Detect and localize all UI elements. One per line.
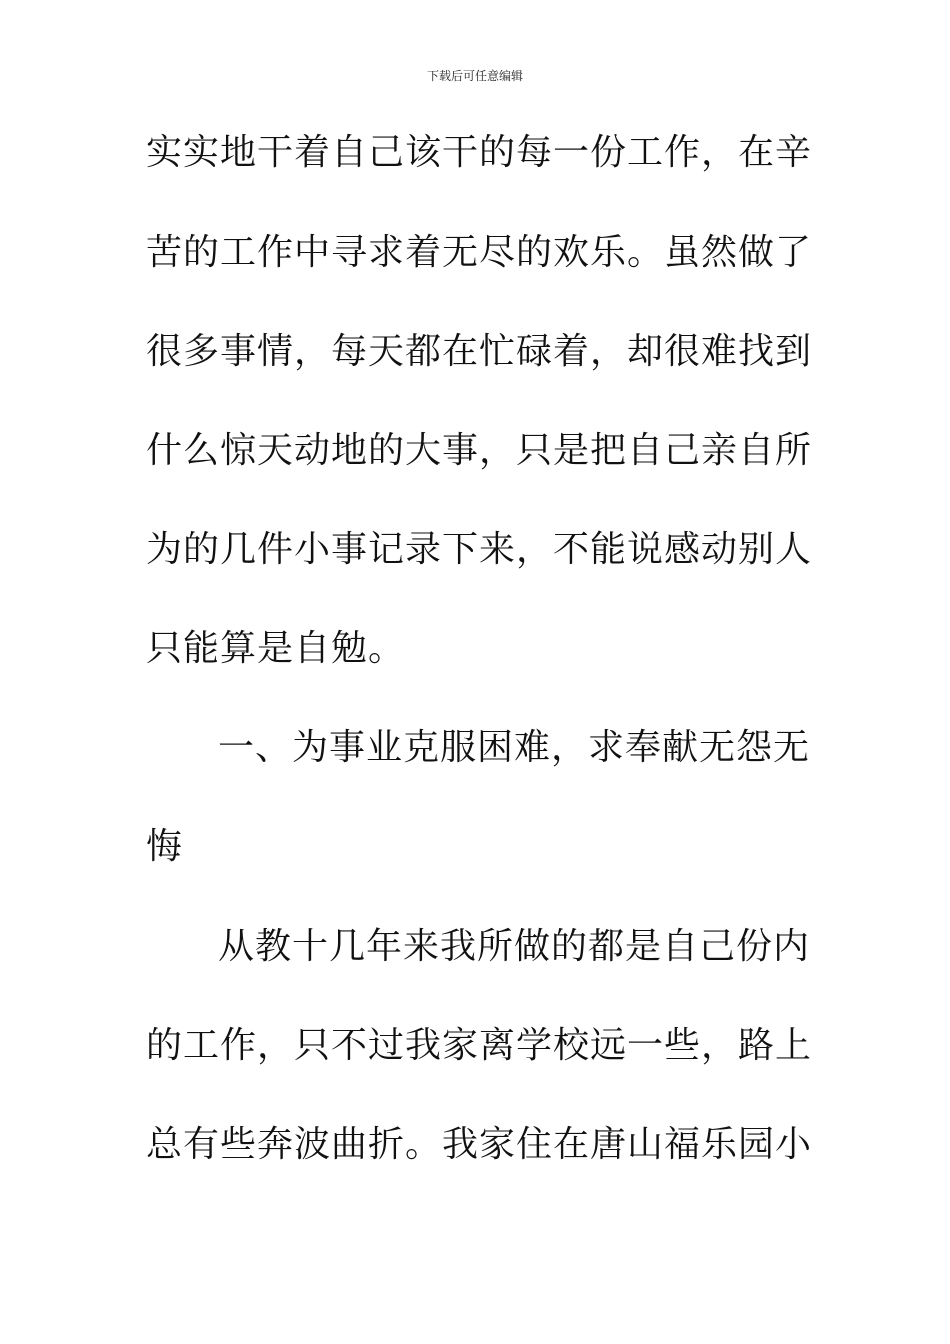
paragraph-line: 苦的工作中寻求着无尽的欢乐。虽然做了: [146, 232, 813, 273]
section-heading-line: 悔: [146, 826, 184, 867]
paragraph-line: 实实地干着自己该干的每一份工作，在辛: [146, 132, 813, 173]
section-heading-line: 一、为事业克服困难，求奉献无怨无: [218, 727, 811, 768]
paragraph-line: 总有些奔波曲折。我家住在唐山福乐园小: [146, 1124, 813, 1165]
paragraph-line: 很多事情，每天都在忙碌着，却很难找到: [146, 331, 813, 372]
page-header-note: 下载后可任意编辑: [426, 69, 523, 83]
paragraph-line: 从教十几年来我所做的都是自己份内: [218, 926, 811, 967]
paragraph-line: 为的几件小事记录下来，不能说感动别人: [146, 529, 813, 570]
paragraph-line: 的工作，只不过我家离学校远一些，路上: [146, 1025, 813, 1066]
paragraph-line: 什么惊天动地的大事，只是把自己亲自所: [146, 430, 813, 471]
paragraph-line: 只能算是自勉。: [146, 628, 406, 669]
